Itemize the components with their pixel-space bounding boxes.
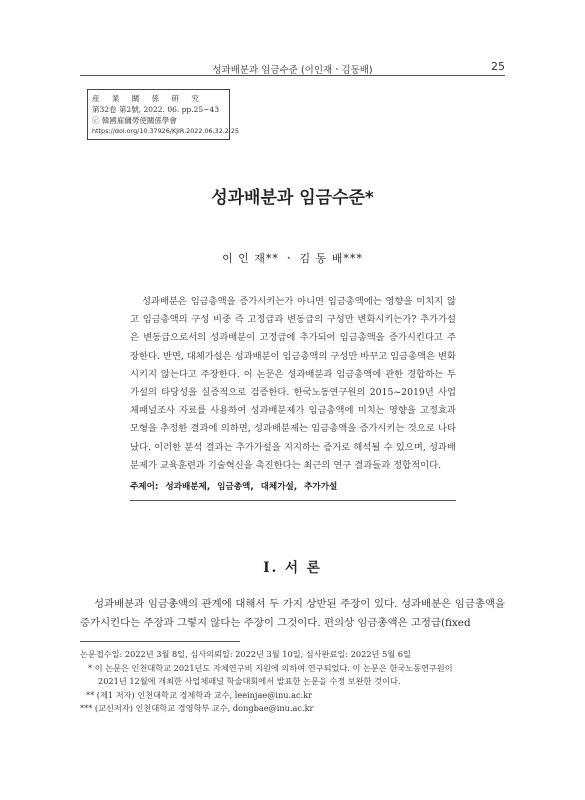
footnote-1-cont: 2021년 12월에 개최한 사업체패널 학술대회에서 발표한 논문을 수정 보완한 것이다. [98,676,401,686]
journal-name: 産 業 關 係 硏 究 [92,94,204,103]
keywords-label: 주제어: [130,482,159,492]
footnote-received: 논문접수일: 2022년 3월 8일, 심사의뢰일: 2022년 3월 10일, 심사완료일: 2022년 5월 6일 [80,649,411,659]
abstract: 성과배분은 임금총액을 증가시키는가 아니면 임금총액에는 영향을 미치지 않고 임금총액의 구성 비중 즉 고정급과 변동급의 구성만 변화시키는가? 추가가설은 변동급으로서의 성과배분이 고정급에 추가되어 임금총액을 증가시킨다고 주장한다. 반면, 대체가설은 성과배분이 임금총액의 구성만 바꾸고 임금총액은 변화시키지 않는다고 주장한다. 이 논문은 성과배분과 임금총액에 관한 경합하는 두 가설의 타당성을 실증적으로 검증한다. 한국노동연구원의 2015~2019년 사업체패널조사 자료를 사용하여 성과배분제가 임금총액에 미치는 영향을 고정효과모형을 추정한 결과에 의하면, 성과배분제는 임금총액을 증가시키는 것으로 나타났다. 이러한 분석 결과는 추가가설을 지지하는 증거로 해석될 수 있으며, 성과배분제가 교육훈련과 기술혁신을 촉진한다는 최근의 연구 결과들과 정합적이다. [130,296,456,471]
section-heading: Ⅰ. 서 론 [263,560,322,576]
journal-volume: 第32卷 第2號, 2022. 06. pp.25~43 [92,105,219,114]
header-rule [80,75,505,76]
footnote-3: *** (교신저자) 인천대학교 경영학부 교수, dongbae@inu.ac.kr [80,703,314,713]
footnote-rule [80,641,240,642]
paper-title: 성과배분과 임금수준* [211,188,374,208]
keyword-item: 임금총액, [217,482,254,492]
body-paragraph: 성과배분과 임금총액의 관계에 대해서 두 가지 상반된 주장이 있다. 성과배분은 임금총액을 증가시킨다는 주장과 그렇지 않다는 주장이 그것이다. 편의상 임금총액은 고정급(fixed [80,598,505,629]
page-number: 25 [491,60,505,73]
footnote-1: * 이 논문은 인천대학교 2021년도 자체연구비 지원에 의하여 연구되었다. 이 논문은 한국노동연구원이 [88,662,453,673]
keyword-item: 추가가설 [304,482,338,492]
journal-info-box [87,89,240,140]
journal-publisher: ⓒ 韓國雇傭勞使關係學會 [92,116,177,125]
keywords-rule [130,500,456,501]
running-head: 성과배분과 임금수준 (이인재ㆍ김동배) [212,65,373,76]
paper-authors: 이 인 재** ㆍ 김 동 배*** [222,252,363,265]
keyword-item: 대체가설, [260,482,298,492]
footnotes [80,648,505,716]
footnote-2: ** (제1 저자) 인천대학교 경제학과 교수, leeinjae@inu.ac.kr [86,689,313,700]
keyword-item: 성과배분제, [165,482,211,492]
keywords [130,480,456,492]
journal-doi: https://doi.org/10.37926/KJIR.2022.06.32.2.25 [92,127,240,135]
